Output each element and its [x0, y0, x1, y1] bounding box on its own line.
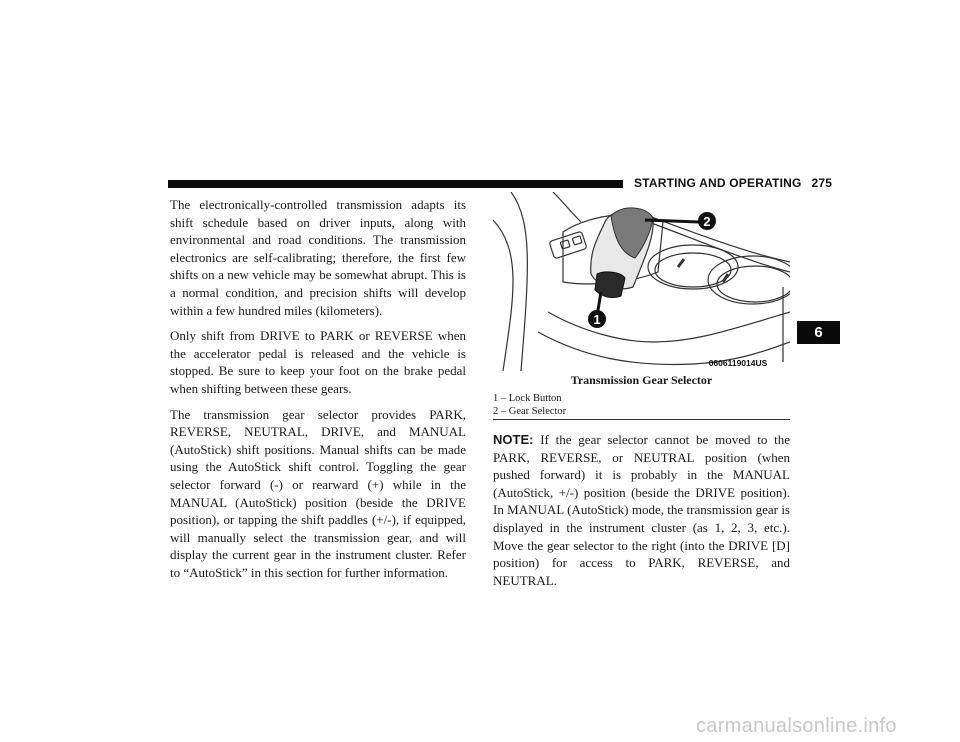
note-block [493, 431, 790, 589]
legend-item-gear-selector: 2 – Gear Selector [493, 406, 567, 417]
paragraph-1: The electronically-controlled transmission adapts its shift schedule based on driver inputs, along with environmental and road conditions. The transmission electronics are self-calibrating; therefore, the first few shifts on a new vehicle may be somewhat abrupt. This is a normal condition, and precision shifts will develop within a few hundred miles (kilometers). [170, 197, 466, 318]
section-title: STARTING AND OPERATING [634, 176, 802, 190]
paragraph-3: The transmission gear selector provides PARK, REVERSE, NEUTRAL, DRIVE, and MANUAL (AutoStick) shift positions. Manual shifts can be made using the AutoStick shift control. Toggling the gear selector forward (-) or rearward (+) while in the MANUAL (AutoStick) position (beside the DRIVE position), or tapping the shift paddles (+/-), if equipped, will manually select the transmission gear, and will display the current gear in the instrument cluster. Refer to “AutoStick” in this section for further information. [170, 406, 466, 580]
figure-legend [493, 392, 790, 418]
callout-2-label: 2 [703, 214, 711, 229]
image-code: 0606119014US [708, 358, 768, 368]
legend-rule [493, 419, 790, 420]
legend-item-lock-button: 1 – Lock Button [493, 393, 562, 404]
callout-1-label: 1 [593, 312, 601, 327]
note-text: If the gear selector cannot be moved to the PARK, REVERSE, or NEUTRAL position (when pushed forward) it is probably in the MANUAL (AutoStick, +/-) position (beside the DRIVE position). In MANUAL (AutoStick) mode, the transmission gear is displayed in the instrument cluster (as 1, 2, 3, etc.). Move the gear selector to the right (into the DRIVE [D] position) for access to PARK, REVERSE, and NEUTRAL. [493, 432, 790, 588]
header-rule [168, 180, 623, 188]
figure-caption: Transmission Gear Selector [570, 373, 713, 387]
gear-selector-illustration [493, 192, 790, 371]
note-label: NOTE: [493, 432, 534, 447]
gear-selector-drawing [493, 192, 790, 371]
running-header [634, 176, 832, 190]
page-number: 275 [811, 176, 833, 190]
watermark: carmanualsonline.info [696, 715, 897, 737]
body-text-column [170, 196, 466, 589]
paragraph-2: Only shift from DRIVE to PARK or REVERSE when the accelerator pedal is released and the vehicle is stopped. Be sure to keep your foot on the brake pedal when shifting between these gears. [170, 328, 466, 396]
chapter-tab: 6 [797, 321, 840, 344]
